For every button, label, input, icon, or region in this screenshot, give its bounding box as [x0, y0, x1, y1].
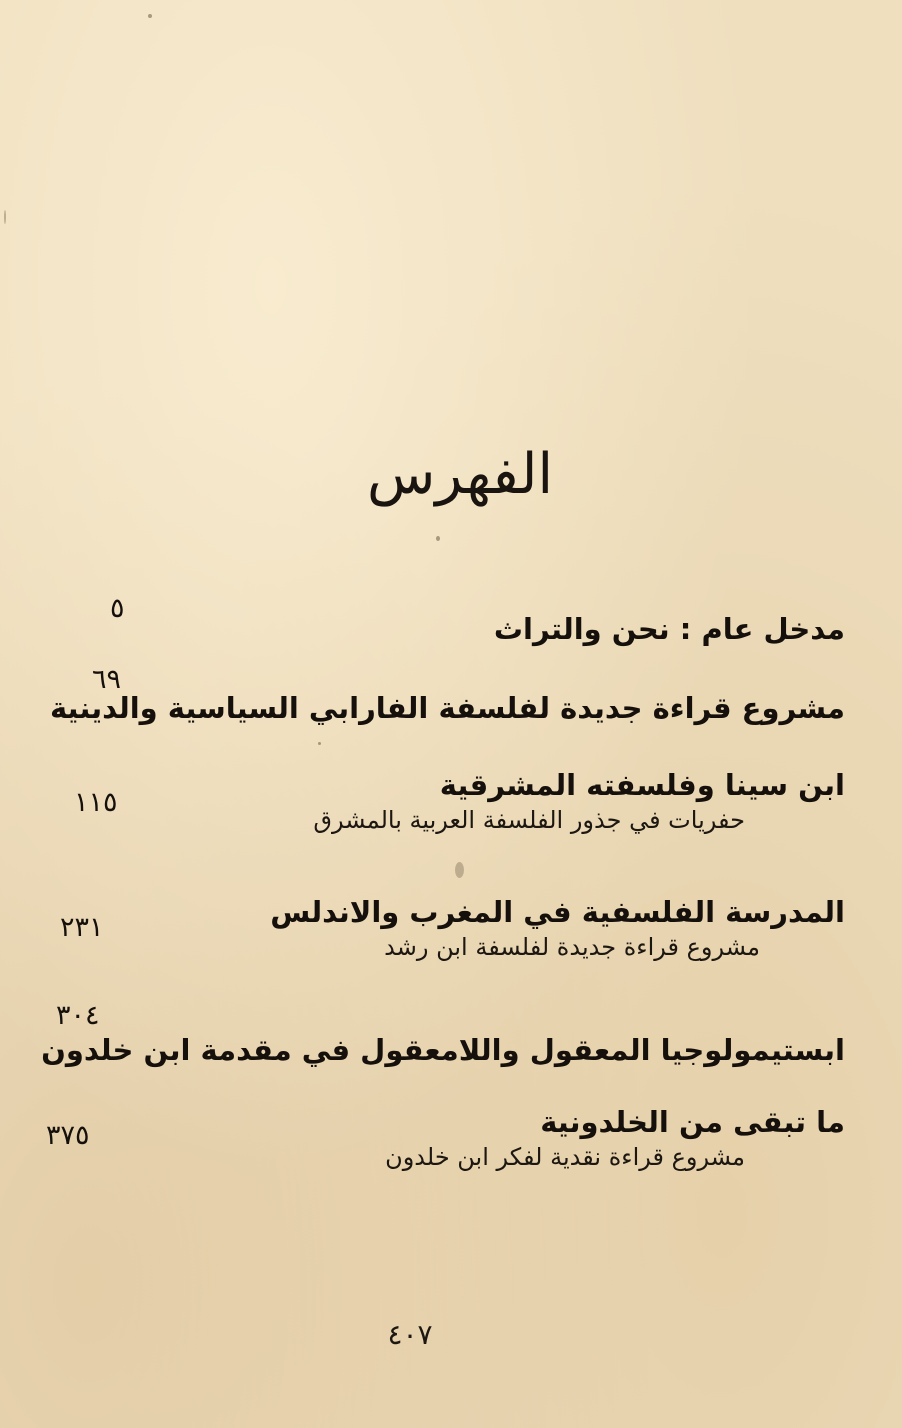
toc-entry-ibn-sina [30, 763, 845, 843]
paper-speck [318, 742, 321, 745]
paper-speck [436, 536, 440, 541]
toc-entry-title: ما تبقى من الخلدونية [540, 1105, 845, 1139]
toc-entry-page: ١١٥ [74, 787, 118, 818]
toc-entry-page: ٦٩ [92, 664, 122, 695]
paper-smudge [455, 862, 464, 878]
toc-entry-khaldunism [30, 1100, 845, 1180]
toc-entry-maghreb [30, 888, 845, 968]
toc-entry-page: ٢٣١ [60, 912, 104, 943]
toc-entry-title: ابستيمولوجيا المعقول واللامعقول في مقدمة ابن خلدون [41, 1033, 845, 1067]
page-title: الفهرس [366, 442, 554, 507]
toc-entry-title: ابن سينا وفلسفته المشرقية [439, 768, 845, 802]
toc-entry-page: ٣٠٤ [56, 1000, 100, 1031]
toc-entry-epistemology [30, 990, 845, 1067]
toc-entry-title: المدرسة الفلسفية في المغرب والاندلس [270, 895, 845, 929]
page-number: ٤٠٧ [387, 1318, 433, 1351]
toc-entry-page: ٥ [110, 593, 125, 624]
toc-entry-subtitle: حفريات في جذور الفلسفة العربية بالمشرق [313, 806, 745, 834]
toc-entry-subtitle: مشروع قراءة جديدة لفلسفة ابن رشد [384, 933, 760, 961]
toc-entry-intro [30, 593, 845, 657]
toc-entry-title: مدخل عام : نحن والتراث [493, 612, 845, 646]
toc-entry-title: مشروع قراءة جديدة لفلسفة الفارابي السياسية والدينية [49, 691, 845, 725]
paper-mark [4, 210, 6, 224]
toc-entry-farabi [30, 664, 845, 728]
paper-speck [148, 14, 152, 18]
toc-entry-subtitle: مشروع قراءة نقدية لفكر ابن خلدون [385, 1143, 745, 1171]
toc-entry-page: ٣٧٥ [46, 1120, 90, 1151]
